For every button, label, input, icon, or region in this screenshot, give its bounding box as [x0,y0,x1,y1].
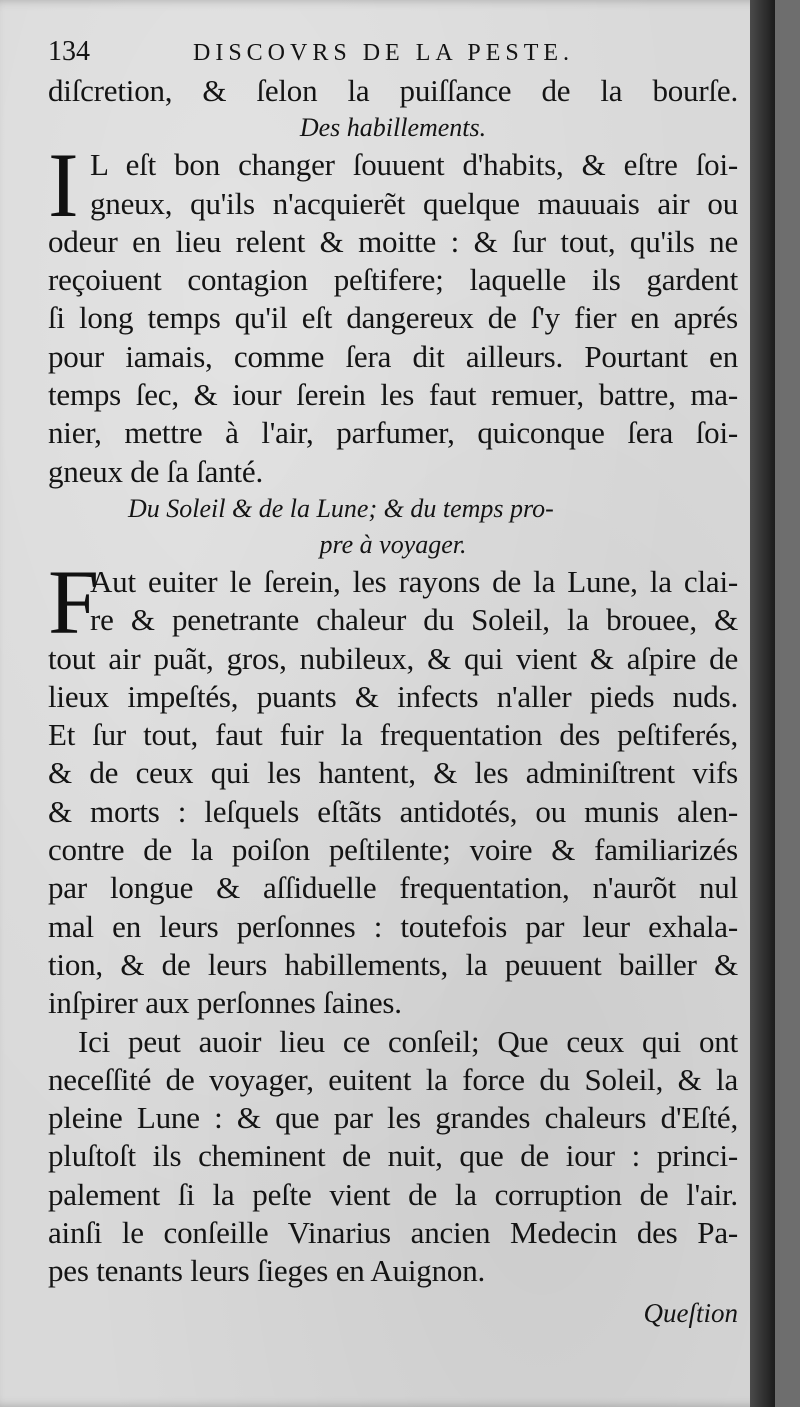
page-content [48,36,738,1331]
text-line: odeur en lieu relent & moitte : & ſur tout, qu'ils ne [48,223,738,259]
text-line: inſpirer aux perſonnes ſaines. [48,985,402,1021]
text-line: Aut euiter le ſerein, les rayons de la Lune, la clai- [90,563,738,599]
text-line: pour iamais, comme ſera dit ailleurs. Pourtant en [48,338,738,374]
text-line: Et ſur tout, faut fuir la frequentation des peſtiferés, [48,717,738,753]
text-line: neceſſité de voyager, euitent la force du Soleil, & la [48,1061,738,1097]
text-line: reçoiuent contagion peſtifere; laquelle ils gardent [48,262,738,298]
text-line: mal en leurs perſonnes : toutefois par leur exhala- [48,908,738,944]
text-line: gneux, qu'ils n'acquierẽt quelque mauuais air ou [90,185,738,221]
text-line: tion, & de leurs habillements, la peuuent bailler & [48,946,738,982]
text-line: pluſtoſt ils cheminent de nuit, que de iour : princi- [48,1138,738,1174]
paragraph-habillements [48,134,738,491]
text-line: pes tenants leurs ſieges en Auignon. [48,1253,486,1289]
text-line: lieux impeſtés, puants & infects n'aller pieds nuds. [48,678,738,714]
text-line: L eſt bon changer ſouuent d'habits, & eſtre ſoi- [90,147,738,183]
text-line: tout air puãt, gros, nubileux, & qui vient & aſpire de [48,640,738,676]
text-line: ſi long temps qu'il eſt dangereux de ſ'y fier en aprés [48,300,738,336]
text-line: Ici peut auoir lieu ce conſeil; Que ceux qui ont [78,1023,738,1059]
text-line: palement ſi la peſte vient de la corruption de l'air. [48,1176,738,1212]
section-heading-soleil-line2: pre à voyager. [319,529,467,559]
text-line: par longue & aſſiduelle frequentation, n'aurõt nul [48,870,738,906]
text-line: pleine Lune : & que par les grandes chaleurs d'Eſté, [48,1100,738,1136]
text-line: ainſi le conſeille Vinarius ancien Medecin des Pa- [48,1215,738,1251]
drop-cap-letter: I [48,134,79,237]
text-line: temps ſec, & iour ſerein les faut remuer, battre, ma- [48,377,738,413]
page-header [48,36,738,72]
text-line: nier, mettre à l'air, parfumer, quiconque ſera ſoi- [48,415,738,451]
text-line: contre de la poiſon peſtilente; voire & familiarizés [48,832,738,868]
running-head: DISCOVRS DE LA PESTE. [193,40,575,66]
text-line: re & penetrante chaleur du Soleil, la brouee, & [90,602,738,638]
drop-cap-letter: F [48,550,100,653]
section-heading-soleil-line1: Du Soleil & de la Lune; & du temps pro- [128,493,554,523]
section-heading-habillements: Des habillements. [299,113,487,143]
text-line: & morts : leſquels eſtãts antidotés, ou munis alen- [48,793,738,829]
paragraph-soleil-lune [48,550,738,1023]
text-line: & de ceux qui les hantent, & les adminiſtrent vifs [48,755,738,791]
text-line: gneux de ſa ſanté. [48,453,264,489]
page-number: 134 [48,36,90,67]
catchword: Queſtion [643,1297,738,1328]
paragraph-conseil [48,1023,738,1291]
opening-line: diſcretion, & ſelon la puiſſance de la bourſe. [48,73,738,108]
page-edge-shadow [750,0,775,1407]
